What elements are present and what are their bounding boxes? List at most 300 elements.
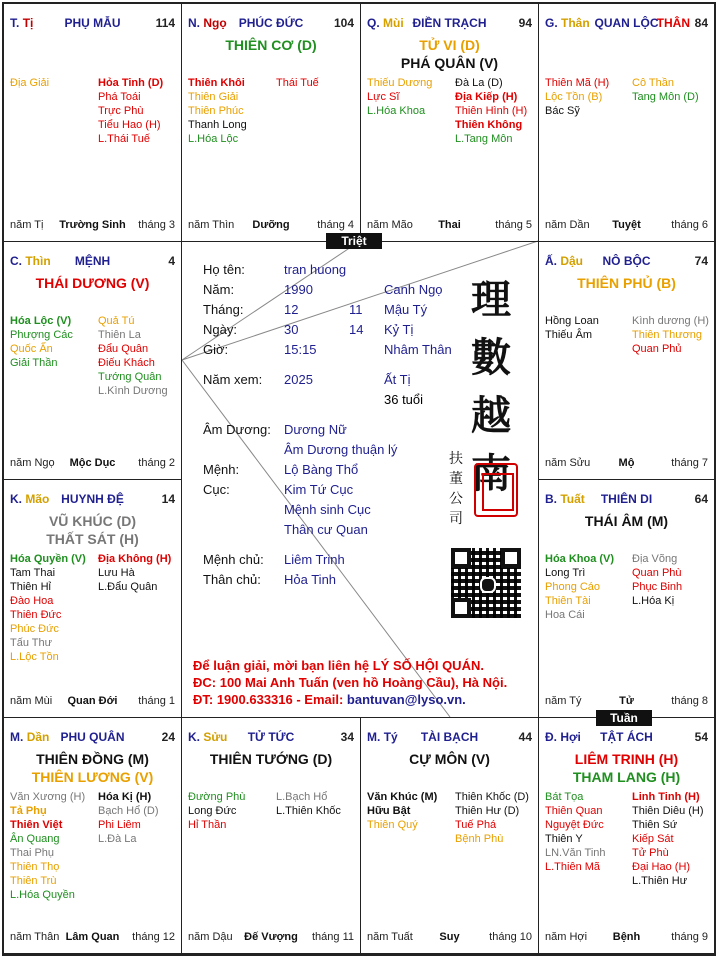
minor-star: Thiên Không — [455, 119, 523, 131]
ad-email-link[interactable]: bantuvan@lyso.vn. — [346, 692, 466, 707]
palace-header — [10, 492, 175, 508]
minor-star: Phúc Đức — [10, 623, 59, 635]
minor-stars-right — [632, 76, 699, 104]
red-seal-icon — [474, 463, 518, 517]
house-name: ĐIỀN TRẠCH — [412, 16, 487, 30]
palace-header — [545, 254, 708, 270]
calligraphy-char: 理 — [471, 276, 511, 323]
minor-stars-left — [10, 552, 86, 664]
minor-star: L.Kình Dương — [98, 385, 168, 397]
palace-footer — [10, 457, 175, 471]
info-age: 36 tuổi — [384, 392, 424, 407]
tuan-marker: Tuần — [596, 710, 652, 726]
info-name-label: Họ tên: — [203, 262, 245, 277]
minor-star: Trực Phù — [98, 105, 144, 117]
info-menhchu: Liêm Trinh — [284, 552, 345, 567]
minor-star: Quả Tú — [98, 315, 135, 327]
minor-star: Địa Võng — [632, 553, 678, 565]
palace-stage: Lâm Quan — [65, 931, 120, 943]
triet-marker: Triệt — [326, 233, 382, 249]
minor-star: L.Đẩu Quân — [98, 581, 158, 593]
minor-star: Đại Hao (H) — [632, 861, 691, 873]
palace-header — [10, 730, 175, 746]
minor-star: Linh Tinh (H) — [632, 791, 700, 803]
palace-number: 104 — [333, 16, 354, 30]
palace-house — [367, 730, 532, 744]
minor-star: Thiên Diêu (H) — [632, 805, 704, 817]
minor-star: Tuế Phá — [455, 819, 497, 831]
palace-hoi — [538, 717, 715, 954]
minor-star: Thiếu Dương — [367, 77, 433, 89]
palace-year: năm Mùi — [10, 695, 53, 707]
palace-dau — [538, 241, 715, 480]
minor-star: Thiếu Âm — [545, 329, 593, 341]
minor-stars-right — [455, 790, 529, 846]
minor-stars-left — [545, 552, 614, 622]
house-name: TÀI BẠCH — [420, 730, 479, 744]
minor-star: Hoa Cái — [545, 609, 585, 621]
minor-star: Thiên Quý — [367, 819, 418, 831]
minor-star: Tấu Thư — [10, 637, 53, 649]
minor-stars-right — [276, 790, 341, 818]
palace-footer — [545, 931, 708, 945]
branch-name: Mão — [25, 492, 50, 506]
side-char: 司 — [449, 511, 463, 527]
minor-star: Thiên Hư (D) — [455, 805, 520, 817]
info-amduong-label: Âm Dương: — [203, 422, 271, 437]
palace-house — [10, 492, 175, 506]
minor-star: Kình dương (H) — [632, 315, 709, 327]
palace-header — [367, 730, 532, 746]
house-name: HUYNH ĐỆ — [61, 492, 124, 506]
minor-star: Văn Xương (H) — [10, 791, 86, 803]
info-day-solar: 30 — [284, 322, 299, 337]
palace-stage: Dưỡng — [252, 219, 290, 231]
info-cuc3: Thân cư Quan — [284, 522, 368, 537]
minor-star: Hóa Lộc (V) — [10, 315, 72, 327]
than-marker: THÂN — [656, 16, 690, 30]
palace-stage: Suy — [439, 931, 460, 943]
info-year-label: Năm: — [203, 282, 235, 297]
branch-name: Tị — [22, 16, 34, 30]
main-star: THÁI ÂM (M) — [584, 513, 669, 529]
minor-star: Nguyệt Đức — [545, 819, 604, 831]
minor-star: L.Bạch Hổ — [276, 791, 328, 803]
minor-star: Quan Phù — [632, 567, 682, 579]
main-star: PHÁ QUÂN (V) — [400, 55, 499, 71]
qr-code-icon — [451, 548, 521, 618]
palace-month: tháng 8 — [671, 695, 708, 707]
house-name: PHỤ MẪU — [64, 16, 121, 30]
palace-tuat — [538, 479, 715, 718]
side-char: 董 — [449, 471, 463, 487]
minor-star: Thiên Hỉ — [10, 581, 51, 593]
minor-star: L.Hóa Lộc — [188, 133, 239, 145]
info-year-lunar: Canh Ngọ — [384, 282, 443, 297]
palace-footer — [367, 219, 532, 233]
minor-star: L.Hóa Kị — [632, 595, 675, 607]
calligraphy-char: 南 — [471, 450, 511, 497]
branch-stem: T. — [10, 16, 20, 30]
palace-year: năm Tý — [545, 695, 582, 707]
palace-house — [10, 730, 175, 744]
palace-house — [545, 16, 708, 30]
house-name: NÔ BỘC — [602, 254, 651, 268]
ad-phone: ĐT: 1900.633316 - Email: — [193, 692, 347, 707]
minor-stars-right — [98, 790, 159, 846]
minor-star: Hỏa Tinh (D) — [98, 77, 164, 89]
minor-star: Đà La (D) — [455, 77, 503, 89]
palace-house — [545, 730, 708, 744]
palace-year: năm Thìn — [188, 219, 235, 231]
ad-line-3 — [193, 692, 466, 707]
palace-number: 54 — [694, 730, 708, 744]
calligraphy-char: 越 — [471, 392, 511, 439]
minor-star: Địa Kiếp (H) — [455, 91, 518, 103]
minor-star: Kiếp Sát — [632, 833, 674, 845]
minor-star: Phá Toái — [98, 91, 141, 103]
minor-star: Ân Quang — [10, 833, 60, 845]
info-thanchu: Hỏa Tinh — [284, 572, 337, 587]
palace-number: 64 — [694, 492, 708, 506]
minor-star: Lộc Tồn (B) — [545, 91, 603, 103]
minor-stars-right — [276, 76, 319, 90]
palace-month: tháng 7 — [671, 457, 708, 469]
branch-name: Hợi — [560, 730, 581, 744]
minor-star: Bát Tọa — [545, 791, 584, 803]
center-info-panel — [181, 241, 538, 717]
palace-header — [367, 16, 532, 32]
minor-star: Hóa Quyền (V) — [10, 553, 86, 565]
palace-month: tháng 2 — [138, 457, 175, 469]
minor-star: L.Lộc Tồn — [10, 651, 59, 663]
minor-star: L.Hóa Khoa — [367, 105, 426, 117]
branch-stem: G. — [545, 16, 558, 30]
minor-star: Thanh Long — [188, 119, 247, 131]
house-name: THIÊN DI — [600, 492, 653, 506]
palace-stage: Bệnh — [612, 931, 641, 943]
palace-ngo — [181, 3, 361, 242]
minor-star: L.Thái Tuế — [98, 133, 150, 145]
palace-number: 114 — [155, 16, 175, 30]
info-day-lunar: Kỷ Tị — [384, 322, 414, 337]
minor-stars-right — [455, 76, 527, 146]
minor-star: Địa Giải — [10, 77, 50, 89]
calligraphy-char: 數 — [471, 334, 511, 381]
minor-star: Điếu Khách — [98, 357, 155, 369]
minor-stars-left — [10, 790, 85, 902]
palace-stage: Mộ — [618, 457, 635, 469]
info-day-label: Ngày: — [203, 322, 237, 337]
branch-stem: Đ. — [545, 730, 557, 744]
minor-star: Đẩu Quân — [98, 343, 149, 355]
palace-footer — [545, 695, 708, 709]
house-name: TẬT ÁCH — [600, 730, 653, 744]
info-cuc: Kim Tứ Cục — [284, 482, 354, 497]
info-menhchu-label: Mệnh chủ: — [203, 552, 264, 567]
ad-line-2: ĐC: 100 Mai Anh Tuấn (ven hồ Hoàng Cầu), Hà Nội. — [193, 675, 508, 690]
minor-star: Giải Thần — [10, 357, 58, 369]
branch-stem: Q. — [367, 16, 380, 30]
palace-header — [545, 16, 708, 32]
palace-month: tháng 6 — [671, 219, 708, 231]
minor-star: L.Thiên Hư — [632, 875, 688, 887]
ad-line-1: Để luận giải, mời bạn liên hệ LÝ SỐ HỘI QUÁN. — [193, 658, 484, 673]
palace-month: tháng 10 — [489, 931, 532, 943]
info-month-lunar: Mậu Tý — [384, 302, 428, 317]
minor-star: Thiên Việt — [10, 819, 63, 831]
side-char: 公 — [449, 491, 463, 507]
minor-star: Long Trì — [545, 567, 586, 579]
main-star: THẤT SÁT (H) — [46, 531, 139, 547]
branch-stem: N. — [188, 16, 200, 30]
minor-star: Tướng Quân — [98, 371, 162, 383]
minor-stars-left — [188, 76, 247, 146]
palace-month: tháng 12 — [132, 931, 175, 943]
minor-star: Thiên La — [98, 329, 141, 341]
palace-year: năm Ngọ — [10, 457, 55, 469]
main-star: THIÊN PHỦ (B) — [577, 275, 676, 291]
info-month-label: Tháng: — [203, 302, 244, 317]
palace-month: tháng 3 — [138, 219, 175, 231]
branch-name: Dậu — [560, 254, 584, 268]
minor-star: Văn Khúc (M) — [367, 791, 438, 803]
palace-year: năm Hợi — [545, 931, 588, 943]
minor-star: Cô Thần — [632, 77, 674, 89]
minor-stars-left — [367, 76, 432, 118]
minor-star: Tam Thai — [10, 567, 56, 579]
palace-mui — [360, 3, 539, 242]
palace-footer — [545, 219, 708, 233]
minor-stars-right — [632, 314, 709, 356]
info-view-label: Năm xem: — [203, 372, 263, 387]
main-star: CỰ MÔN (V) — [409, 751, 490, 767]
minor-stars-left — [10, 76, 49, 90]
minor-star: Thai Phụ — [10, 847, 55, 859]
palace-house — [10, 254, 175, 268]
info-menh: Lộ Bàng Thổ — [284, 462, 359, 477]
palace-number: 34 — [340, 730, 354, 744]
minor-stars-left — [188, 790, 245, 832]
info-month-solar: 12 — [284, 302, 299, 317]
house-name: QUAN LỘC — [594, 16, 659, 30]
palace-house — [188, 16, 354, 30]
palace-stage: Mộc Dục — [69, 457, 116, 469]
minor-stars-right — [632, 790, 704, 888]
palace-footer — [10, 931, 175, 945]
side-text-column — [447, 449, 465, 529]
branch-stem: Ấ. — [545, 254, 557, 268]
minor-star: Quốc Ấn — [10, 343, 53, 355]
minor-star: Đường Phù — [188, 791, 246, 803]
minor-star: Thiên Thương — [632, 329, 703, 341]
info-view-year: 2025 — [284, 372, 313, 387]
minor-star: Thiên Khôi — [188, 77, 245, 89]
minor-stars-left — [545, 314, 599, 342]
palace-number: 24 — [161, 730, 175, 744]
palace-header — [545, 492, 708, 508]
branch-stem: C. — [10, 254, 22, 268]
palace-house — [188, 730, 354, 744]
branch-name: Dần — [26, 730, 50, 744]
palace-header — [10, 16, 175, 32]
palace-house — [10, 16, 175, 30]
branch-stem: B. — [545, 492, 557, 506]
main-star: VŨ KHÚC (D) — [48, 513, 137, 529]
info-month-lunar-num: 11 — [349, 302, 363, 317]
minor-star: Thiên Y — [545, 833, 583, 845]
minor-star: Thiên Khốc (D) — [455, 791, 529, 803]
minor-star: Phượng Các — [10, 329, 73, 341]
palace-than — [538, 3, 715, 242]
palace-ty — [360, 717, 539, 954]
palace-number: 94 — [518, 16, 532, 30]
palace-header — [10, 254, 175, 270]
main-star: THÁI DƯƠNG (V) — [35, 275, 150, 291]
minor-star: Thiên Trù — [10, 875, 57, 887]
minor-star: Bạch Hổ (D) — [98, 805, 159, 817]
minor-stars-right — [98, 314, 168, 398]
branch-name: Tý — [383, 730, 398, 744]
minor-star: L.Tang Môn — [455, 133, 513, 145]
minor-stars-left — [545, 76, 609, 118]
minor-star: Tang Môn (D) — [632, 91, 699, 103]
minor-star: Hồng Loan — [545, 315, 599, 327]
house-name: TỬ TỨC — [247, 730, 295, 744]
minor-star: Phong Cáo — [545, 581, 601, 593]
minor-star: Bệnh Phù — [455, 833, 504, 845]
palace-suu — [181, 717, 361, 954]
minor-star: Thiên Phúc — [188, 105, 244, 117]
branch-name: Thìn — [25, 254, 51, 268]
minor-star: L.Thiên Mã — [545, 861, 601, 873]
main-star: THIÊN TƯỚNG (D) — [209, 751, 333, 767]
minor-star: Hóa Khoa (V) — [545, 553, 615, 565]
palace-year: năm Dậu — [188, 931, 233, 943]
palace-thin — [3, 241, 182, 480]
palace-house — [545, 254, 708, 268]
branch-stem: M. — [367, 730, 381, 744]
info-view-lunar: Ất Tị — [384, 372, 411, 387]
branch-name: Sửu — [203, 730, 228, 744]
minor-stars-right — [632, 552, 682, 608]
house-name: PHÚC ĐỨC — [238, 16, 304, 30]
minor-star: Phi Liêm — [98, 819, 141, 831]
minor-star: Phục Binh — [632, 581, 683, 593]
palace-dan — [3, 717, 182, 954]
palace-house — [367, 16, 532, 30]
house-name: PHU QUÂN — [60, 730, 125, 744]
house-name: MỆNH — [74, 254, 111, 268]
palace-number: 14 — [161, 492, 175, 506]
palace-year: năm Thân — [10, 931, 60, 943]
palace-stage: Trường Sinh — [59, 219, 126, 231]
palace-stage: Quan Đới — [67, 695, 118, 707]
minor-star: Thiên Sứ — [632, 819, 678, 831]
main-star: THAM LANG (H) — [572, 769, 681, 785]
info-thanchu-label: Thân chủ: — [203, 572, 261, 587]
info-year-solar: 1990 — [284, 282, 313, 297]
palace-ti — [3, 3, 182, 242]
palace-stage: Tuyệt — [612, 219, 641, 231]
minor-star: Long Đức — [188, 805, 237, 817]
palace-footer — [188, 219, 354, 233]
branch-name: Tuất — [560, 492, 585, 506]
palace-header — [188, 16, 354, 32]
info-amduong: Dương Nữ — [284, 422, 347, 437]
palace-number: 74 — [694, 254, 708, 268]
palace-stage: Thai — [438, 219, 461, 231]
branch-stem: K. — [10, 492, 22, 506]
info-cuc2: Mệnh sinh Cục — [284, 502, 371, 517]
side-char: 扶 — [449, 451, 463, 467]
palace-footer — [10, 219, 175, 233]
minor-star: L.Đà La — [98, 833, 137, 845]
branch-name: Thân — [561, 16, 590, 30]
main-star: THIÊN CƠ (D) — [225, 37, 317, 53]
branch-name: Mùi — [383, 16, 404, 30]
palace-footer — [545, 457, 708, 471]
minor-stars-right — [98, 552, 171, 594]
branch-stem: M. — [10, 730, 24, 744]
palace-stage: Tử — [619, 695, 634, 707]
info-menh-label: Mệnh: — [203, 462, 240, 477]
palace-year: năm Dần — [545, 219, 590, 231]
info-cuc-label: Cục: — [203, 482, 230, 497]
minor-star: Bác Sỹ — [545, 105, 580, 117]
minor-star: LN.Văn Tinh — [545, 847, 606, 859]
main-star: THIÊN ĐỒNG (M) — [36, 751, 149, 767]
palace-year: năm Tị — [10, 219, 44, 231]
palace-year: năm Tuất — [367, 931, 413, 943]
palace-year: năm Sửu — [545, 457, 591, 469]
info-amduong2: Âm Dương thuận lý — [284, 442, 398, 457]
palace-year: năm Mão — [367, 219, 413, 231]
minor-star: Tả Phụ — [10, 805, 47, 817]
palace-month: tháng 11 — [311, 931, 354, 943]
minor-star: Thiên Thọ — [10, 861, 60, 873]
minor-star: Thiên Mã (H) — [545, 77, 610, 89]
minor-star: Thiên Đức — [10, 609, 62, 621]
palace-footer — [188, 931, 354, 945]
main-star: TỬ VI (D) — [419, 37, 480, 53]
main-star: LIÊM TRINH (H) — [574, 751, 679, 767]
minor-star: Lưu Hà — [98, 567, 135, 579]
minor-star: Thiên Giải — [188, 91, 239, 103]
minor-star: L.Hóa Quyền — [10, 889, 75, 901]
info-hour: 15:15 — [284, 342, 317, 357]
palace-number: 44 — [518, 730, 532, 744]
palace-footer — [367, 931, 532, 945]
info-hour-label: Giờ: — [203, 342, 229, 357]
palace-mao — [3, 479, 182, 718]
minor-star: Thái Tuế — [276, 77, 319, 89]
minor-star: L.Thiên Khốc — [276, 805, 341, 817]
minor-star: Địa Không (H) — [98, 553, 172, 565]
palace-month: tháng 9 — [671, 931, 708, 943]
minor-star: Quan Phủ — [632, 343, 682, 355]
minor-stars-left — [545, 790, 606, 874]
minor-star: Thiên Hình (H) — [455, 105, 528, 117]
minor-star: Thiên Quan — [545, 805, 603, 817]
palace-stage: Đế Vượng — [244, 931, 298, 943]
minor-star: Tử Phù — [632, 847, 669, 859]
branch-name: Ngọ — [203, 16, 227, 30]
minor-star: Lực Sĩ — [367, 91, 400, 103]
palace-header — [545, 730, 708, 746]
minor-star: Hóa Kị (H) — [98, 791, 152, 803]
palace-month: tháng 4 — [317, 219, 354, 231]
